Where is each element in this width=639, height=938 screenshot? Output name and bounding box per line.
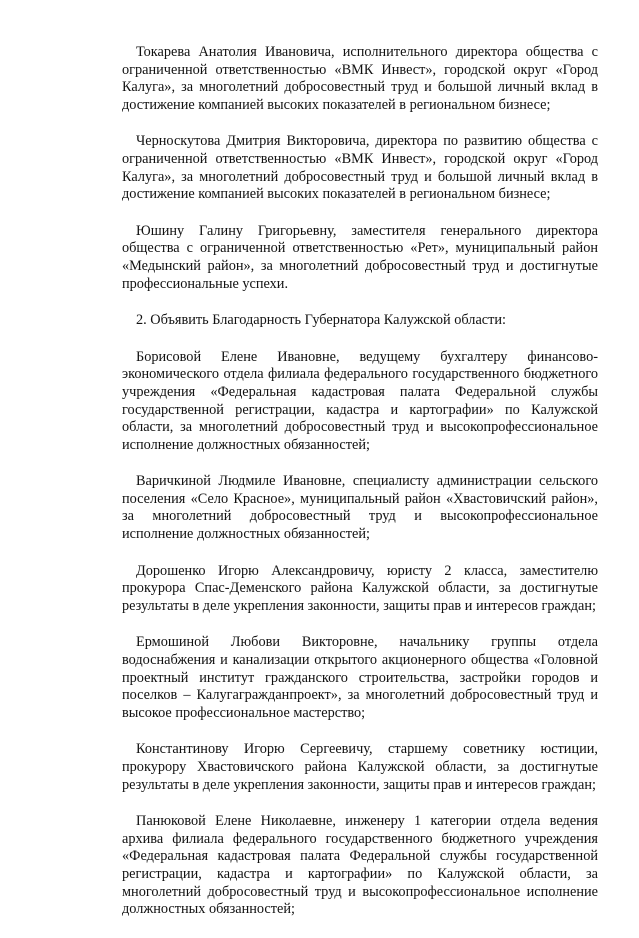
paragraph-varichkina: Варичкиной Людмиле Ивановне, специалисту администрации сельского поселения «Село Красное», муниципальный район «Хвастовичский район», за многолетний добросовестный труд и высокопрофессиональное исполнение должностных обязанностей;	[122, 473, 598, 543]
paragraph-doroshenko: Дорошенко Игорю Александровичу, юристу 2 класса, заместителю прокурора Спас-Деменского района Калужской области, за достигнутые результаты в деле укрепления законности, защиты прав и интересов граждан;	[122, 562, 598, 614]
paragraph-chernoskutov: Черноскутова Дмитрия Викторовича, директора по развитию общества с ограниченной ответственностью «ВМК Инвест», городской округ «Город Калуга», за многолетний добросовестный труд и большой личный вклад в достижение компанией высоких показателей в региональном бизнесе;	[122, 133, 598, 203]
paragraph-tokarev: Токарева Анатолия Ивановича, исполнительного директора общества с ограниченной ответственностью «ВМК Инвест», городской округ «Город Калуга», за многолетний добросовестный труд и большой личный вклад в достижение компанией высоких показателей в региональном бизнесе;	[122, 44, 598, 113]
paragraph-konstantinov: Константинову Игорю Сергеевичу, старшему советнику юстиции, прокурору Хвастовичского района Калужской области, за достигнутые результаты в деле укрепления законности, защиты прав и интересов граждан;	[122, 741, 598, 793]
paragraph-ermoshina: Ермошиной Любови Викторовне, начальнику группы отдела водоснабжения и канализации открытого акционерного общества «Головной проектный институт гражданского строительства, застройки городов и поселков – Калугагражданпроект», за многолетний добросовестный труд и высокое профессиональное мастерство;	[122, 634, 598, 721]
paragraph-panyukova: Панюковой Елене Николаевне, инженеру 1 категории отдела ведения архива филиала федерального государственного бюджетного учреждения «Федеральная кадастровая палата Федеральной службы государственной регистрации, кадастра и картографии» по Калужской области, за многолетний добросовестный труд и высокопрофессиональное исполнение должностных обязанностей;	[122, 813, 598, 918]
paragraph-borisova: Борисовой Елене Ивановне, ведущему бухгалтеру финансово-экономического отдела филиала федерального государственного бюджетного учреждения «Федеральная кадастровая палата Федеральной службы государственной регистрации, кадастра и картографии» по Калужской области, за многолетний добросовестный труд и высокопрофессиональное исполнение должностных обязанностей;	[122, 348, 598, 453]
paragraph-yushina: Юшину Галину Григорьевну, заместителя генерального директора общества с ограниченной ответственностью «Рет», муниципальный район «Медынский район», за многолетний добросовестный труд и достигнутые профессиональные успехи.	[122, 222, 598, 292]
document-body	[122, 44, 598, 938]
section-heading-gratitude: 2. Объявить Благодарность Губернатора Калужской области:	[136, 312, 507, 329]
